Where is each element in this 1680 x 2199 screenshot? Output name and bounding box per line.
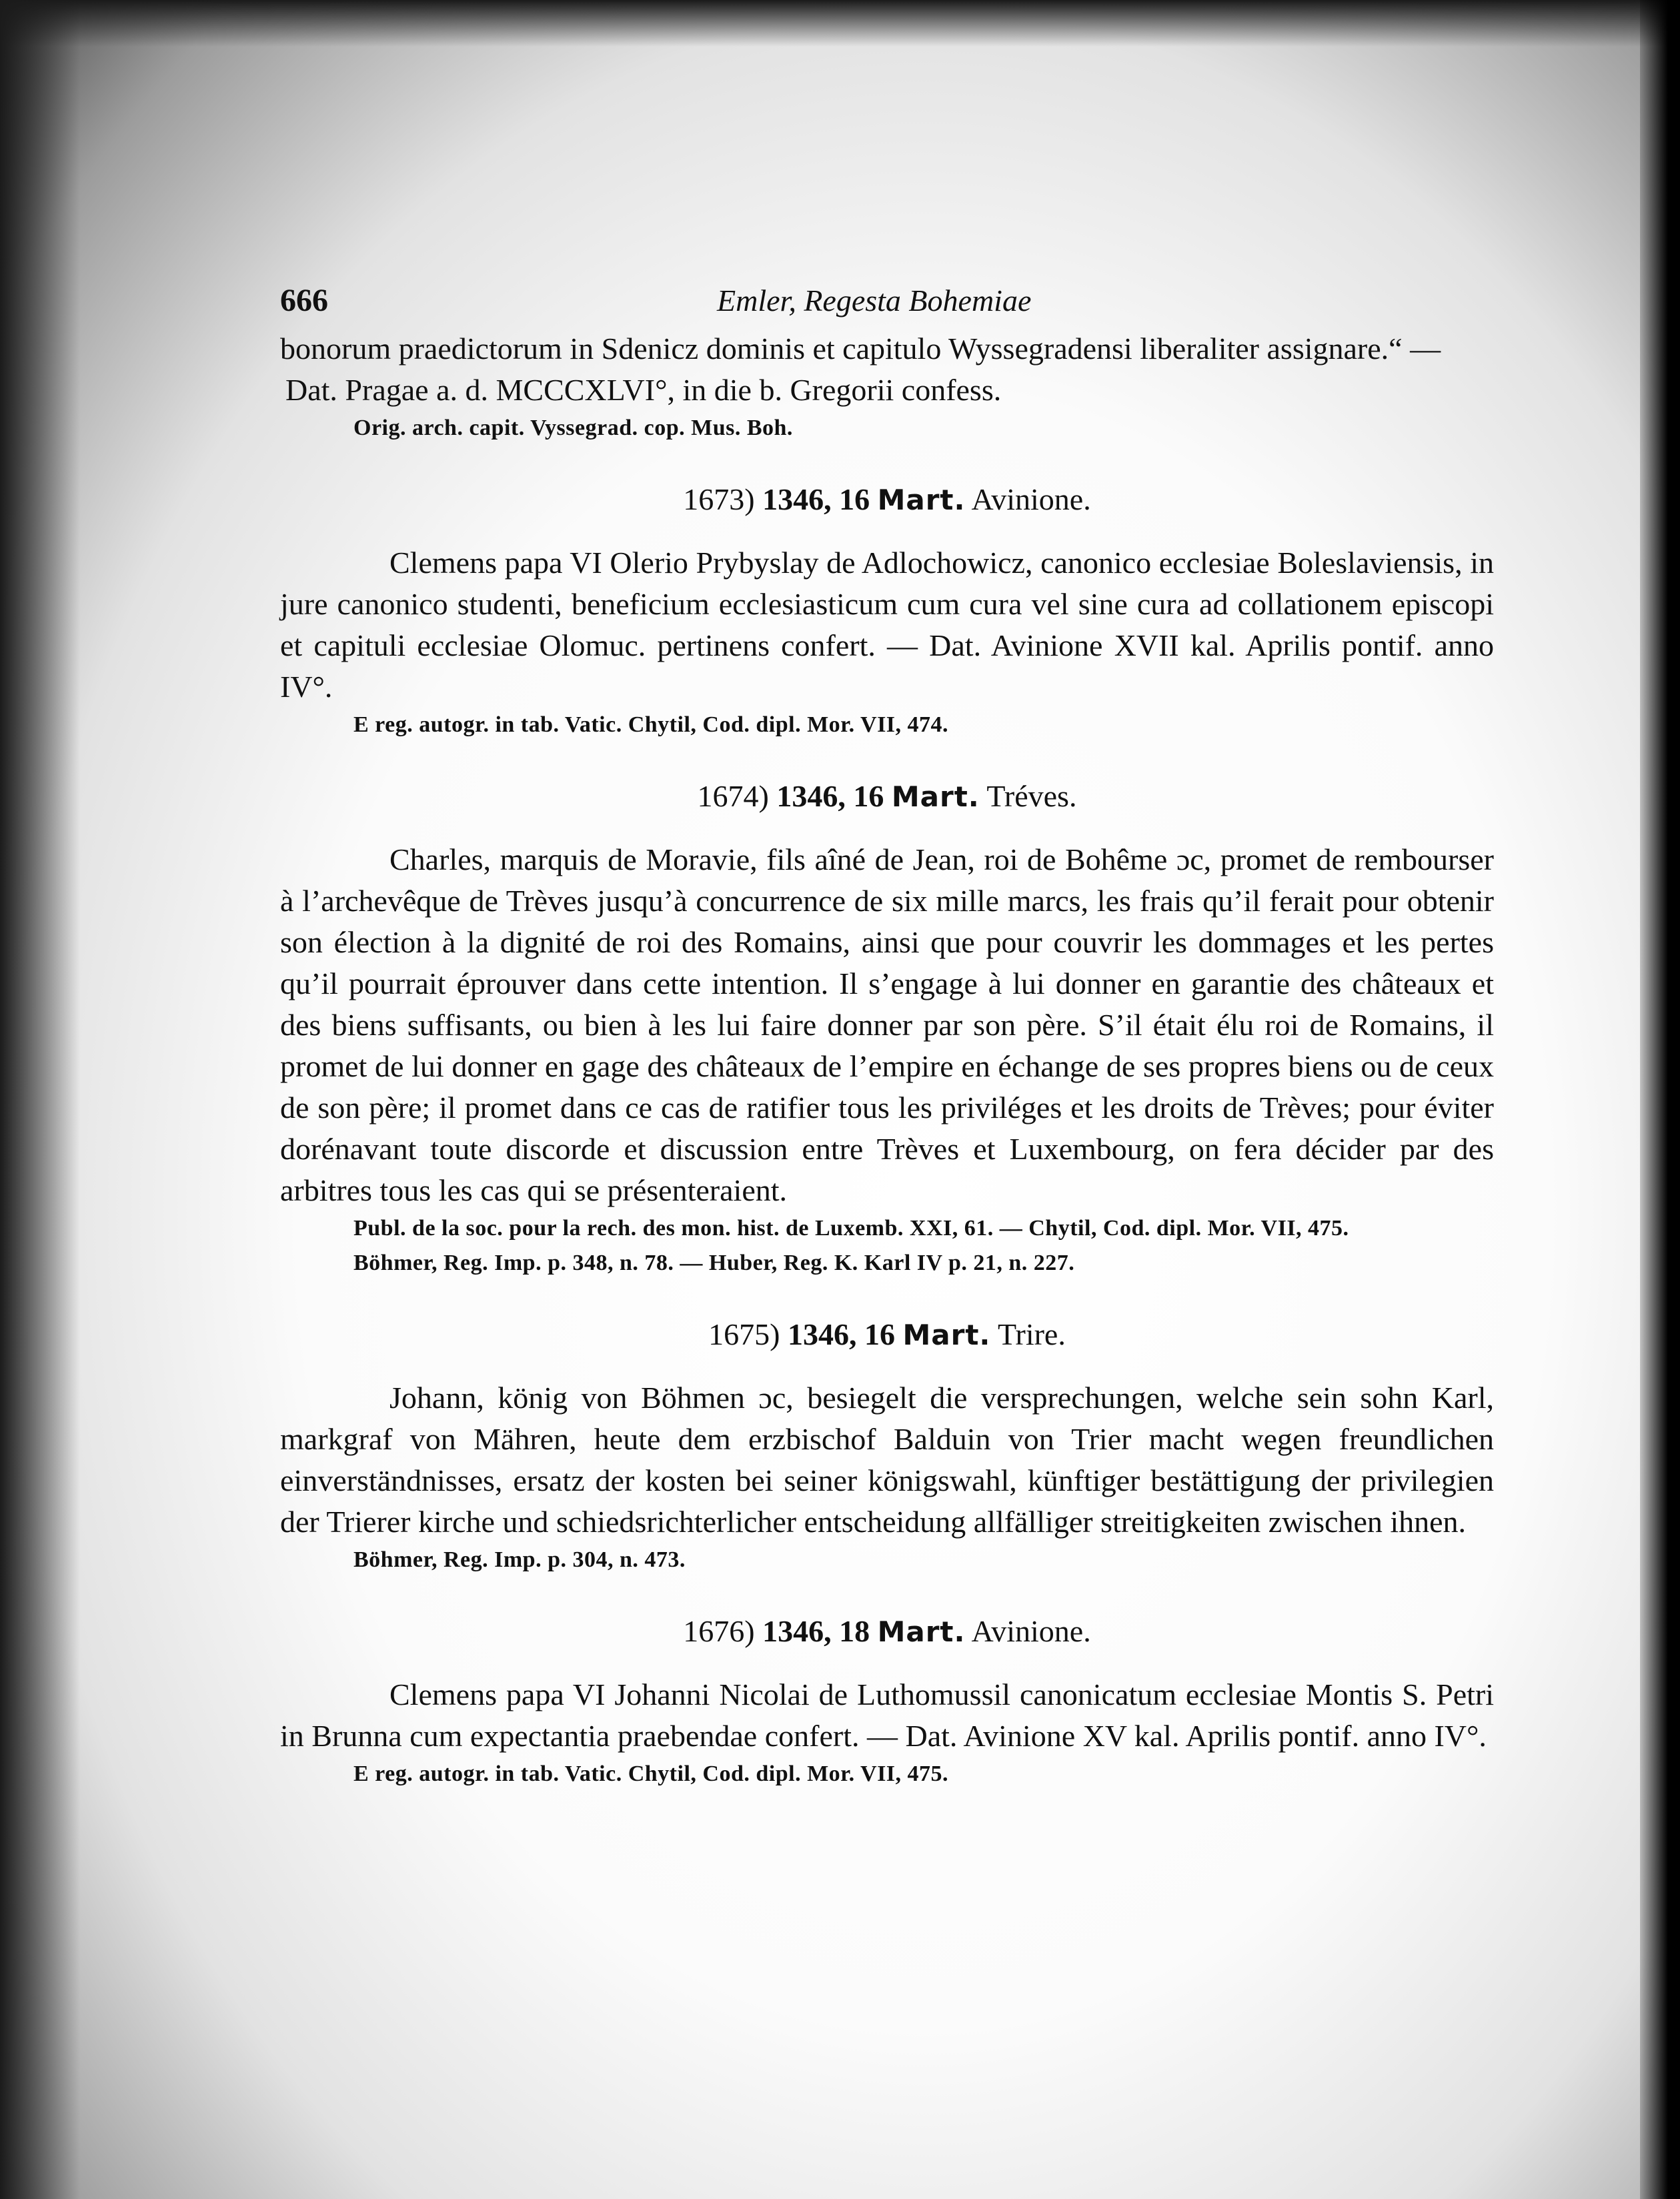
entry-month: Mart. — [902, 1319, 991, 1351]
entry-heading — [280, 1314, 1494, 1356]
entry-place: Avinione. — [971, 1614, 1091, 1648]
entry-month: Mart. — [891, 780, 980, 813]
source-citation: Publ. de la soc. pour la rech. des mon. hist. de Luxemb. XXI, 61. — Chytil, Cod. dipl. Mor. VII, 475. — [353, 1216, 1349, 1241]
regest-entry — [280, 479, 1494, 742]
entry-number: 1676) — [683, 1614, 755, 1648]
entry-date: 1346, 16 — [776, 779, 884, 813]
regest-entry — [280, 776, 1494, 1281]
entry-number: 1675) — [708, 1317, 780, 1351]
entry-month: Mart. — [877, 1615, 966, 1648]
running-head — [280, 280, 1494, 328]
entry-number: 1674) — [697, 779, 769, 813]
page-number: 666 — [280, 283, 328, 318]
entry-heading — [280, 479, 1494, 521]
source-citation: Böhmer, Reg. Imp. p. 304, n. 473. — [353, 1547, 686, 1572]
source-citation: E reg. autogr. in tab. Vatic. Chytil, Cod. dipl. Mor. VII, 475. — [353, 1761, 949, 1786]
source-citation: Böhmer, Reg. Imp. p. 348, n. 78. — Huber, Reg. K. Karl IV p. 21, n. 227. — [353, 1251, 1075, 1275]
continuation-line: Dat. Pragae a. d. MCCCXLVI°, in die b. Gregorii confess. — [285, 373, 1002, 407]
running-title: Emler, Regesta Bohemiae — [717, 283, 1032, 317]
entry-text: Clemens papa VI Olerio Prybyslay de Adlochowicz, canonico ecclesiae Boleslaviensis, in jure canonico studenti, beneficium ecclesiasticum cum cura vel sine cura ad collationem episcopi et capituli ecclesiae Olomuc. pertinens confert. — Dat. Avinione XVII kal. Aprilis pontif. anno IV°. — [280, 546, 1494, 704]
entry-date: 1346, 16 — [787, 1317, 895, 1351]
scan-shadow-right — [1640, 0, 1680, 2199]
scan-shadow-top — [0, 0, 1680, 47]
entry-place: Tréves. — [986, 779, 1077, 813]
entry-date: 1346, 16 — [762, 482, 870, 516]
entry-number: 1673) — [683, 482, 755, 516]
scan-shadow-left — [0, 0, 80, 2199]
source-citation: E reg. autogr. in tab. Vatic. Chytil, Cod. dipl. Mor. VII, 474. — [353, 712, 949, 737]
entry-heading — [280, 776, 1494, 818]
entry-place: Trire. — [998, 1317, 1066, 1351]
entry-place: Avinione. — [971, 482, 1091, 516]
continuation-block — [280, 328, 1494, 446]
entry-text: Johann, könig von Böhmen ɔc, besiegelt die versprechungen, welche sein sohn Karl, markgraf von Mähren, heute dem erzbischof Balduin von Trier macht wegen freundlichen einverständnisses, ersatz der kosten bei seiner königswahl, künftiger bestättigung der privilegien der Trierer kirche und schiedsrichterlicher entscheidung allfälliger streitigkeiten zwischen ihnen. — [280, 1381, 1494, 1539]
entry-date: 1346, 18 — [762, 1614, 870, 1648]
entry-heading — [280, 1611, 1494, 1653]
continuation-line: bonorum praedictorum in Sdenicz dominis et capitulo Wyssegradensi liberaliter assignare.“ — — [280, 331, 1441, 365]
source-citation: Orig. arch. capit. Vyssegrad. cop. Mus. Boh. — [353, 416, 793, 440]
regest-entry — [280, 1314, 1494, 1577]
entry-text: Charles, marquis de Moravie, fils aîné de Jean, roi de Bohême ɔc, promet de rembourser à l’archevêque de Trèves jusqu’à concurrence de six mille marcs, les frais qu’il ferait pour obtenir son élection à la dignité de roi des Romains, ainsi que pour couvrir les dommages et les pertes qu’il pourrait éprouver dans cette intention. Il s’engage à lui donner en garantie des châteaux et des biens suffisants, ou bien à les lui faire donner par son père. S’il était élu roi de Romains, il promet de lui donner en gage des châteaux de l’empire en échange de ses propres biens ou de ceux de son père; il promet dans ce cas de ratifier tous les priviléges et les droits de Trèves; pour éviter dorénavant toute discorde et discussion entre Trèves et Luxembourg, on fera décider par des arbitres tous les cas qui se présenteraient. — [280, 842, 1494, 1207]
entry-month: Mart. — [877, 484, 966, 516]
regest-entry — [280, 1611, 1494, 1791]
entry-text: Clemens papa VI Johanni Nicolai de Luthomussil canonicatum ecclesiae Montis S. Petri in Brunna cum expectantia praebendae confert. — Dat. Avinione XV kal. Aprilis pontif. anno IV°. — [280, 1677, 1494, 1753]
page-content — [280, 280, 1494, 1791]
